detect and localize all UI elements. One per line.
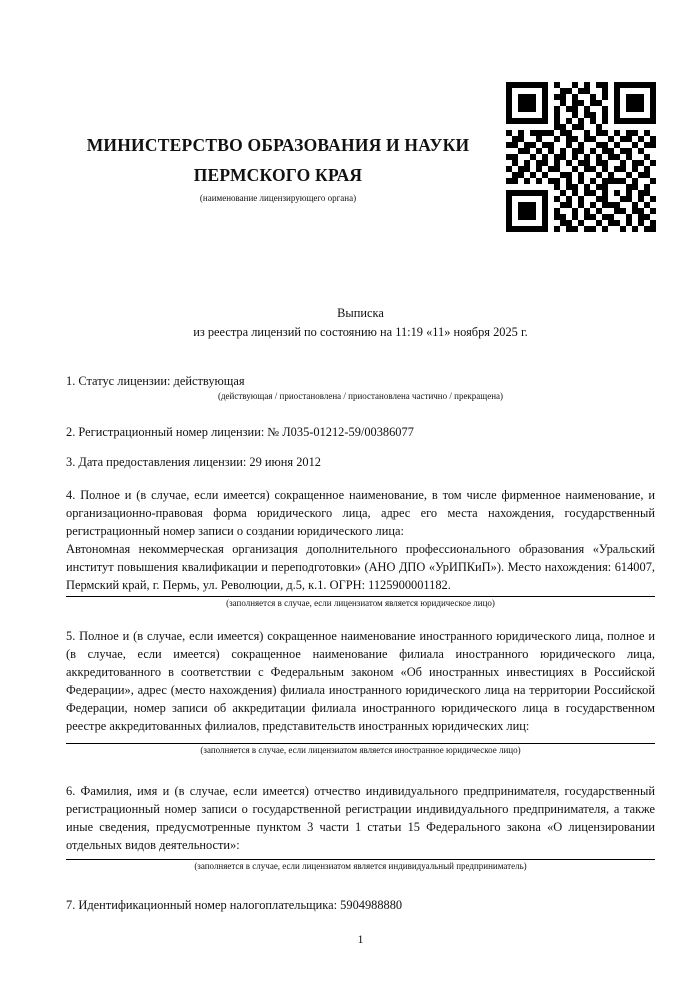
document-title-line2: из реестра лицензий по состоянию на 11:19 «11» ноября 2025 г. bbox=[193, 325, 528, 339]
qr-module bbox=[650, 226, 656, 232]
item-1-license-status: 1. Статус лицензии: действующая bbox=[66, 374, 245, 388]
item-4-legal-entity-heading: 4. Полное и (в случае, если имеется) сокращенное наименование, в том числе фирменное наименование, и организационно-правовая форма юридического лица, адрес его места нахождения, государственный регистрационный номер записи о создании юридического лица: bbox=[66, 488, 655, 538]
qr-code bbox=[506, 82, 656, 232]
document-header bbox=[0, 0, 700, 296]
document-body bbox=[66, 304, 655, 948]
item-4-caption: (заполняется в случае, если лицензиатом является юридическое лицо) bbox=[226, 598, 495, 608]
qr-code-grid bbox=[506, 82, 656, 232]
item-4-legal-entity-value: Автономная некоммерческая организация дополнительного профессионального образования «Уральский институт повышения квалификации и переподготовки» (АНО ДПО «УрИПКиП»). Место нахождения: 614007, Пермский край, г. Пермь, ул. Революции, д.5, к.1. ОГРН: 1125900001182. bbox=[66, 542, 655, 592]
page-number: 1 bbox=[357, 932, 364, 946]
document-title-line1: Выписка bbox=[337, 306, 384, 320]
ministry-name-line2: ПЕРМСКОГО КРАЯ bbox=[193, 165, 363, 185]
item-7-taxpayer-id: 7. Идентификационный номер налогоплательщика: 5904988880 bbox=[66, 898, 403, 912]
item-2-registration-number: 2. Регистрационный номер лицензии: № Л035-01212-59/00386077 bbox=[66, 425, 414, 439]
item-6-entrepreneur-heading: 6. Фамилия, имя и (в случае, если имеется) отчество индивидуального предпринимателя, государственный регистрационный номер записи о государственной регистрации индивидуального предпринимателя, а также иные сведения, предусмотренные пунктом 3 части 1 статьи 15 Федерального закона «О лицензировании отдельных видов деятельности»: bbox=[66, 784, 655, 852]
item-3-grant-date: 3. Дата предоставления лицензии: 29 июня 2012 bbox=[66, 455, 322, 469]
item-1-caption: (действующая / приостановлена / приостановлена частично / прекращена) bbox=[217, 391, 504, 401]
item-5-caption: (заполняется в случае, если лицензиатом является иностранное юридическое лицо) bbox=[200, 745, 521, 755]
document-title bbox=[66, 304, 655, 342]
item-5-foreign-entity-heading: 5. Полное и (в случае, если имеется) сокращенное наименование иностранного юридического лица, полное и (в случае, если имеется) сокращенное наименование филиала иностранного юридического лица, аккредитованного в соответствии с Федеральным законом «Об иностранных инвестициях в Российской Федерации», адрес (место нахождения) филиала иностранного юридического лица на территории Российской Федерации, номер записи об аккредитации филиала иностранного юридического лица в государственном реестре аккредитованных филиалов, представительств иностранных юридических лиц: bbox=[66, 629, 655, 733]
item-6-caption: (заполняется в случае, если лицензиатом является индивидуальный предприниматель) bbox=[194, 861, 527, 871]
licensing-authority-block bbox=[66, 130, 490, 204]
licensing-authority-caption: (наименование лицензирующего органа) bbox=[199, 193, 357, 203]
ministry-name-line1: МИНИСТЕРСТВО ОБРАЗОВАНИЯ И НАУКИ bbox=[86, 135, 470, 155]
